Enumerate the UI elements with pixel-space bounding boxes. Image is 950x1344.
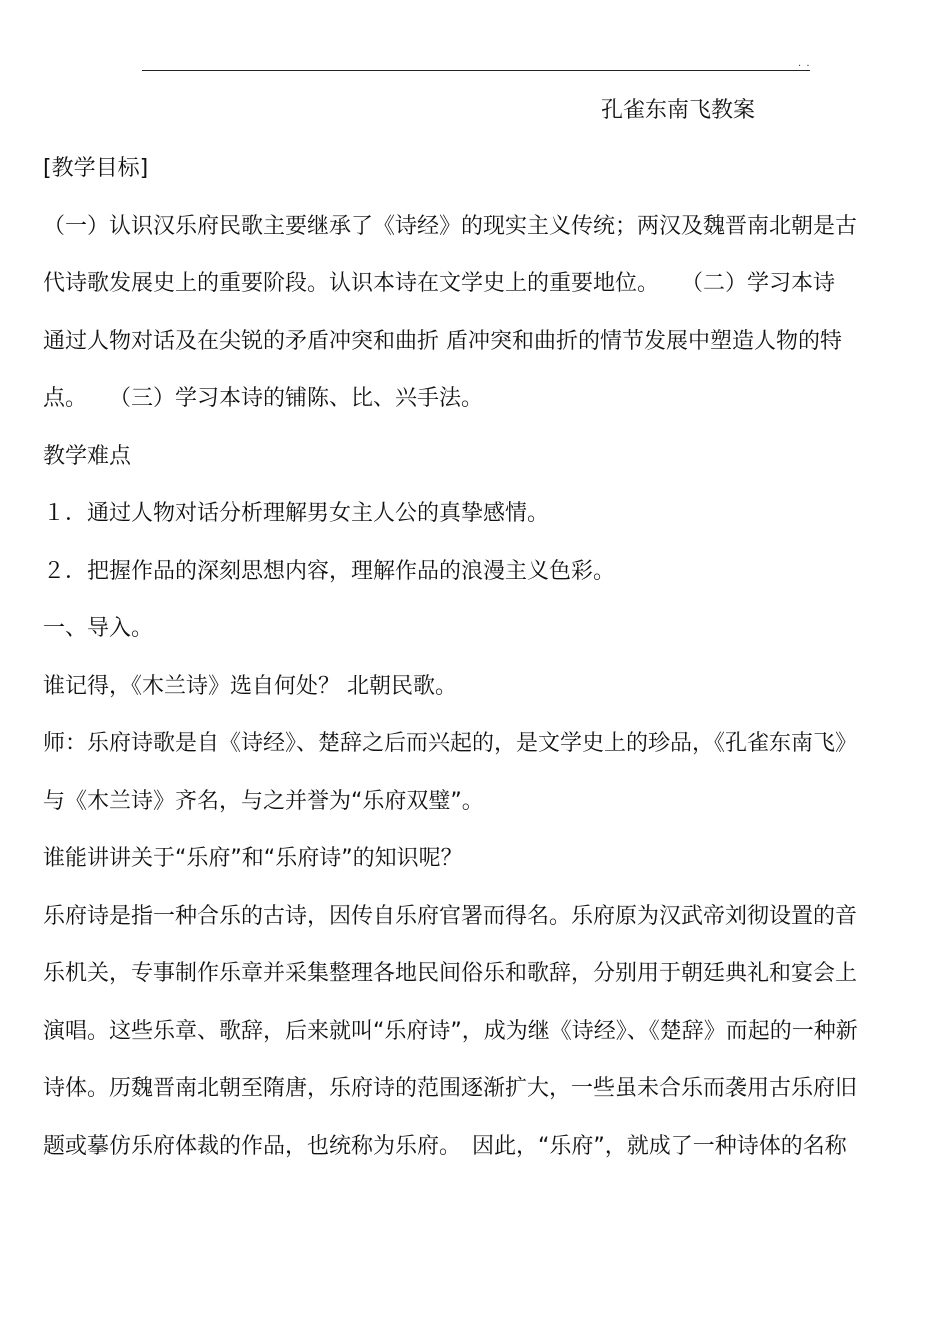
list-item: ２．把握作品的深刻思想内容，理解作品的浪漫主义色彩。 <box>43 558 616 584</box>
paragraph-line: 与《木兰诗》齐名，与之并誉为“乐府双璧”。 <box>43 788 484 814</box>
paragraph-line: 通过人物对话及在尖锐的矛盾冲突和曲折 盾冲突和曲折的情节发展中塑造人物的特 <box>43 328 842 354</box>
paragraph-line: 乐机关，专事制作乐章并采集整理各地民间俗乐和歌辞，分别用于朝廷典礼和宴会上 <box>43 961 858 986</box>
paragraph-line: 乐府诗是指一种合乐的古诗，因传自乐府官署而得名。乐府原为汉武帝刘彻设置的音 <box>43 903 858 929</box>
list-item: １．通过人物对话分析理解男女主人公的真挚感情。 <box>43 501 550 526</box>
paragraph-line: 题或摹仿乐府体裁的作品，也统称为乐府。 因此，“乐府”，就成了一种诗体的名称 <box>43 1133 847 1159</box>
paragraph-line: 谁记得，《木兰诗》选自何处？ 北朝民歌。 <box>43 673 457 699</box>
paragraph-line: 诗体。历魏晋南北朝至隋唐，乐府诗的范围逐渐扩大，一些虽未合乐而袭用古乐府旧 <box>43 1076 858 1101</box>
paragraph-line: 谁能讲讲关于“乐府”和“乐府诗”的知识呢？ <box>43 846 463 871</box>
section-heading-difficulties: 教学难点 <box>43 443 132 469</box>
paragraph-line: 代诗歌发展史上的重要阶段。认识本诗在文学史上的重要地位。 （二）学习本诗 <box>43 271 836 296</box>
section-heading-objectives: [教学目标] <box>43 156 149 181</box>
document-body <box>43 150 893 1185</box>
section-heading-intro: 一、导入。 <box>43 616 154 641</box>
paragraph-line: （一）认识汉乐府民歌主要继承了《诗经》的现实主义传统；两汉及魏晋南北朝是古 <box>43 213 858 239</box>
paragraph-line: 演唱。这些乐章、歌辞，后来就叫“乐府诗”，成为继《诗经》、《楚辞》而起的一种新 <box>43 1018 858 1044</box>
paragraph-line: 师：乐府诗歌是自《诗经》、楚辞之后而兴起的，是文学史上的珍品，《孔雀东南飞》 <box>43 731 858 756</box>
page-title: 孔雀东南飞教案 <box>601 98 756 123</box>
header-mark: . . <box>798 58 811 69</box>
paragraph-line: 点。 （三）学习本诗的铺陈、比、兴手法。 <box>43 386 484 411</box>
header-rule <box>142 70 810 71</box>
